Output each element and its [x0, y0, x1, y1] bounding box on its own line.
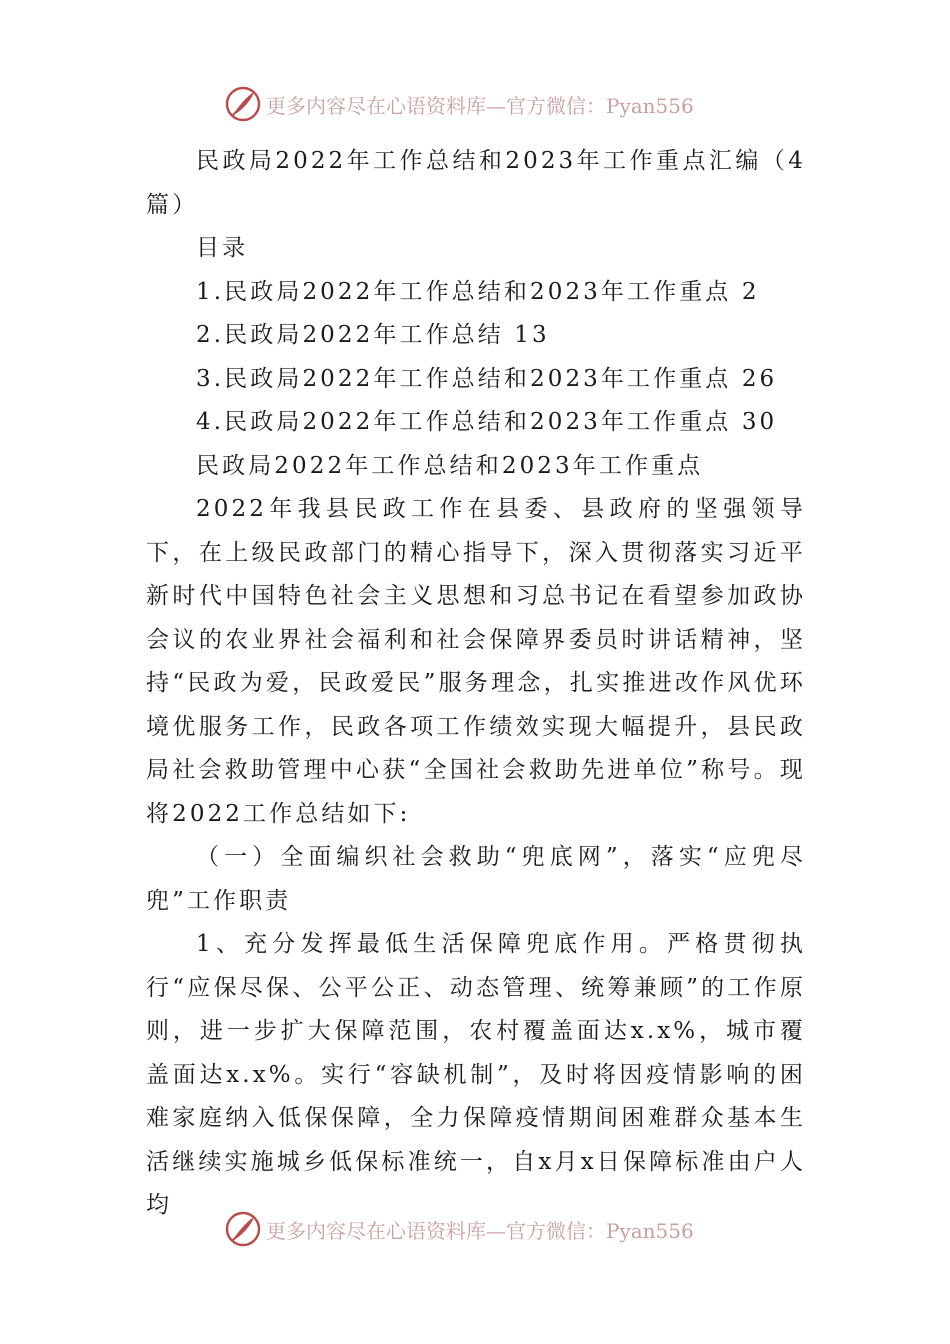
watermark-text: 更多内容尽在心语资料库—官方微信：Pyan556: [266, 93, 694, 118]
watermark-text: 更多内容尽在心语资料库—官方微信：Pyan556: [266, 1218, 694, 1243]
document-body: [146, 140, 806, 1228]
document-title: 民政局2022年工作总结和2023年工作重点汇编（4篇）: [146, 148, 806, 218]
paragraph-one: 1、充分发挥最低生活保障兜底作用。严格贯彻执行“应保尽保、公平公正、动态管理、统筹兼顾”的工作原则，进一步扩大保障范围，农村覆盖面达x.x%，城市覆盖面达x.x%。实行“容缺机制”，及时将因疫情影响的困难家庭纳入低保保障，全力保障疫情期间困难群众基本生活继续实施城乡低保标准统一，自x月x日保障标准由户人均: [146, 931, 806, 1218]
watermark-header: [224, 84, 724, 124]
toc-heading: 目录: [196, 235, 249, 261]
toc-item: 2.民政局2022年工作总结 13: [196, 322, 550, 348]
toc-item: 4.民政局2022年工作总结和2023年工作重点 30: [196, 409, 778, 435]
heading-one: （一）全面编织社会救助“兜底网”，落实“应兜尽兜”工作职责: [146, 844, 806, 914]
intro-paragraph: 2022年我县民政工作在县委、县政府的坚强领导下，在上级民政部门的精心指导下，深入贯彻落实习近平新时代中国特色社会主义思想和习总书记在看望参加政协会议的农业界社会福利和社会保障界委员时讲话精神，坚持“民政为爱，民政爱民”服务理念，扎实推进改作风优环境优服务工作，民政各项工作绩效实现大幅提升，县民政局社会救助管理中心获“全国社会救助先进单位”称号。现将2022工作总结如下:: [146, 496, 806, 827]
toc-item: 3.民政局2022年工作总结和2023年工作重点 26: [196, 365, 778, 392]
section-title: 民政局2022年工作总结和2023年工作重点: [196, 452, 704, 479]
quill-logo-icon: [224, 1210, 262, 1248]
watermark-footer: [224, 1209, 724, 1249]
toc-item: 1.民政局2022年工作总结和2023年工作重点 2: [196, 278, 760, 305]
quill-logo-icon: [224, 85, 262, 123]
